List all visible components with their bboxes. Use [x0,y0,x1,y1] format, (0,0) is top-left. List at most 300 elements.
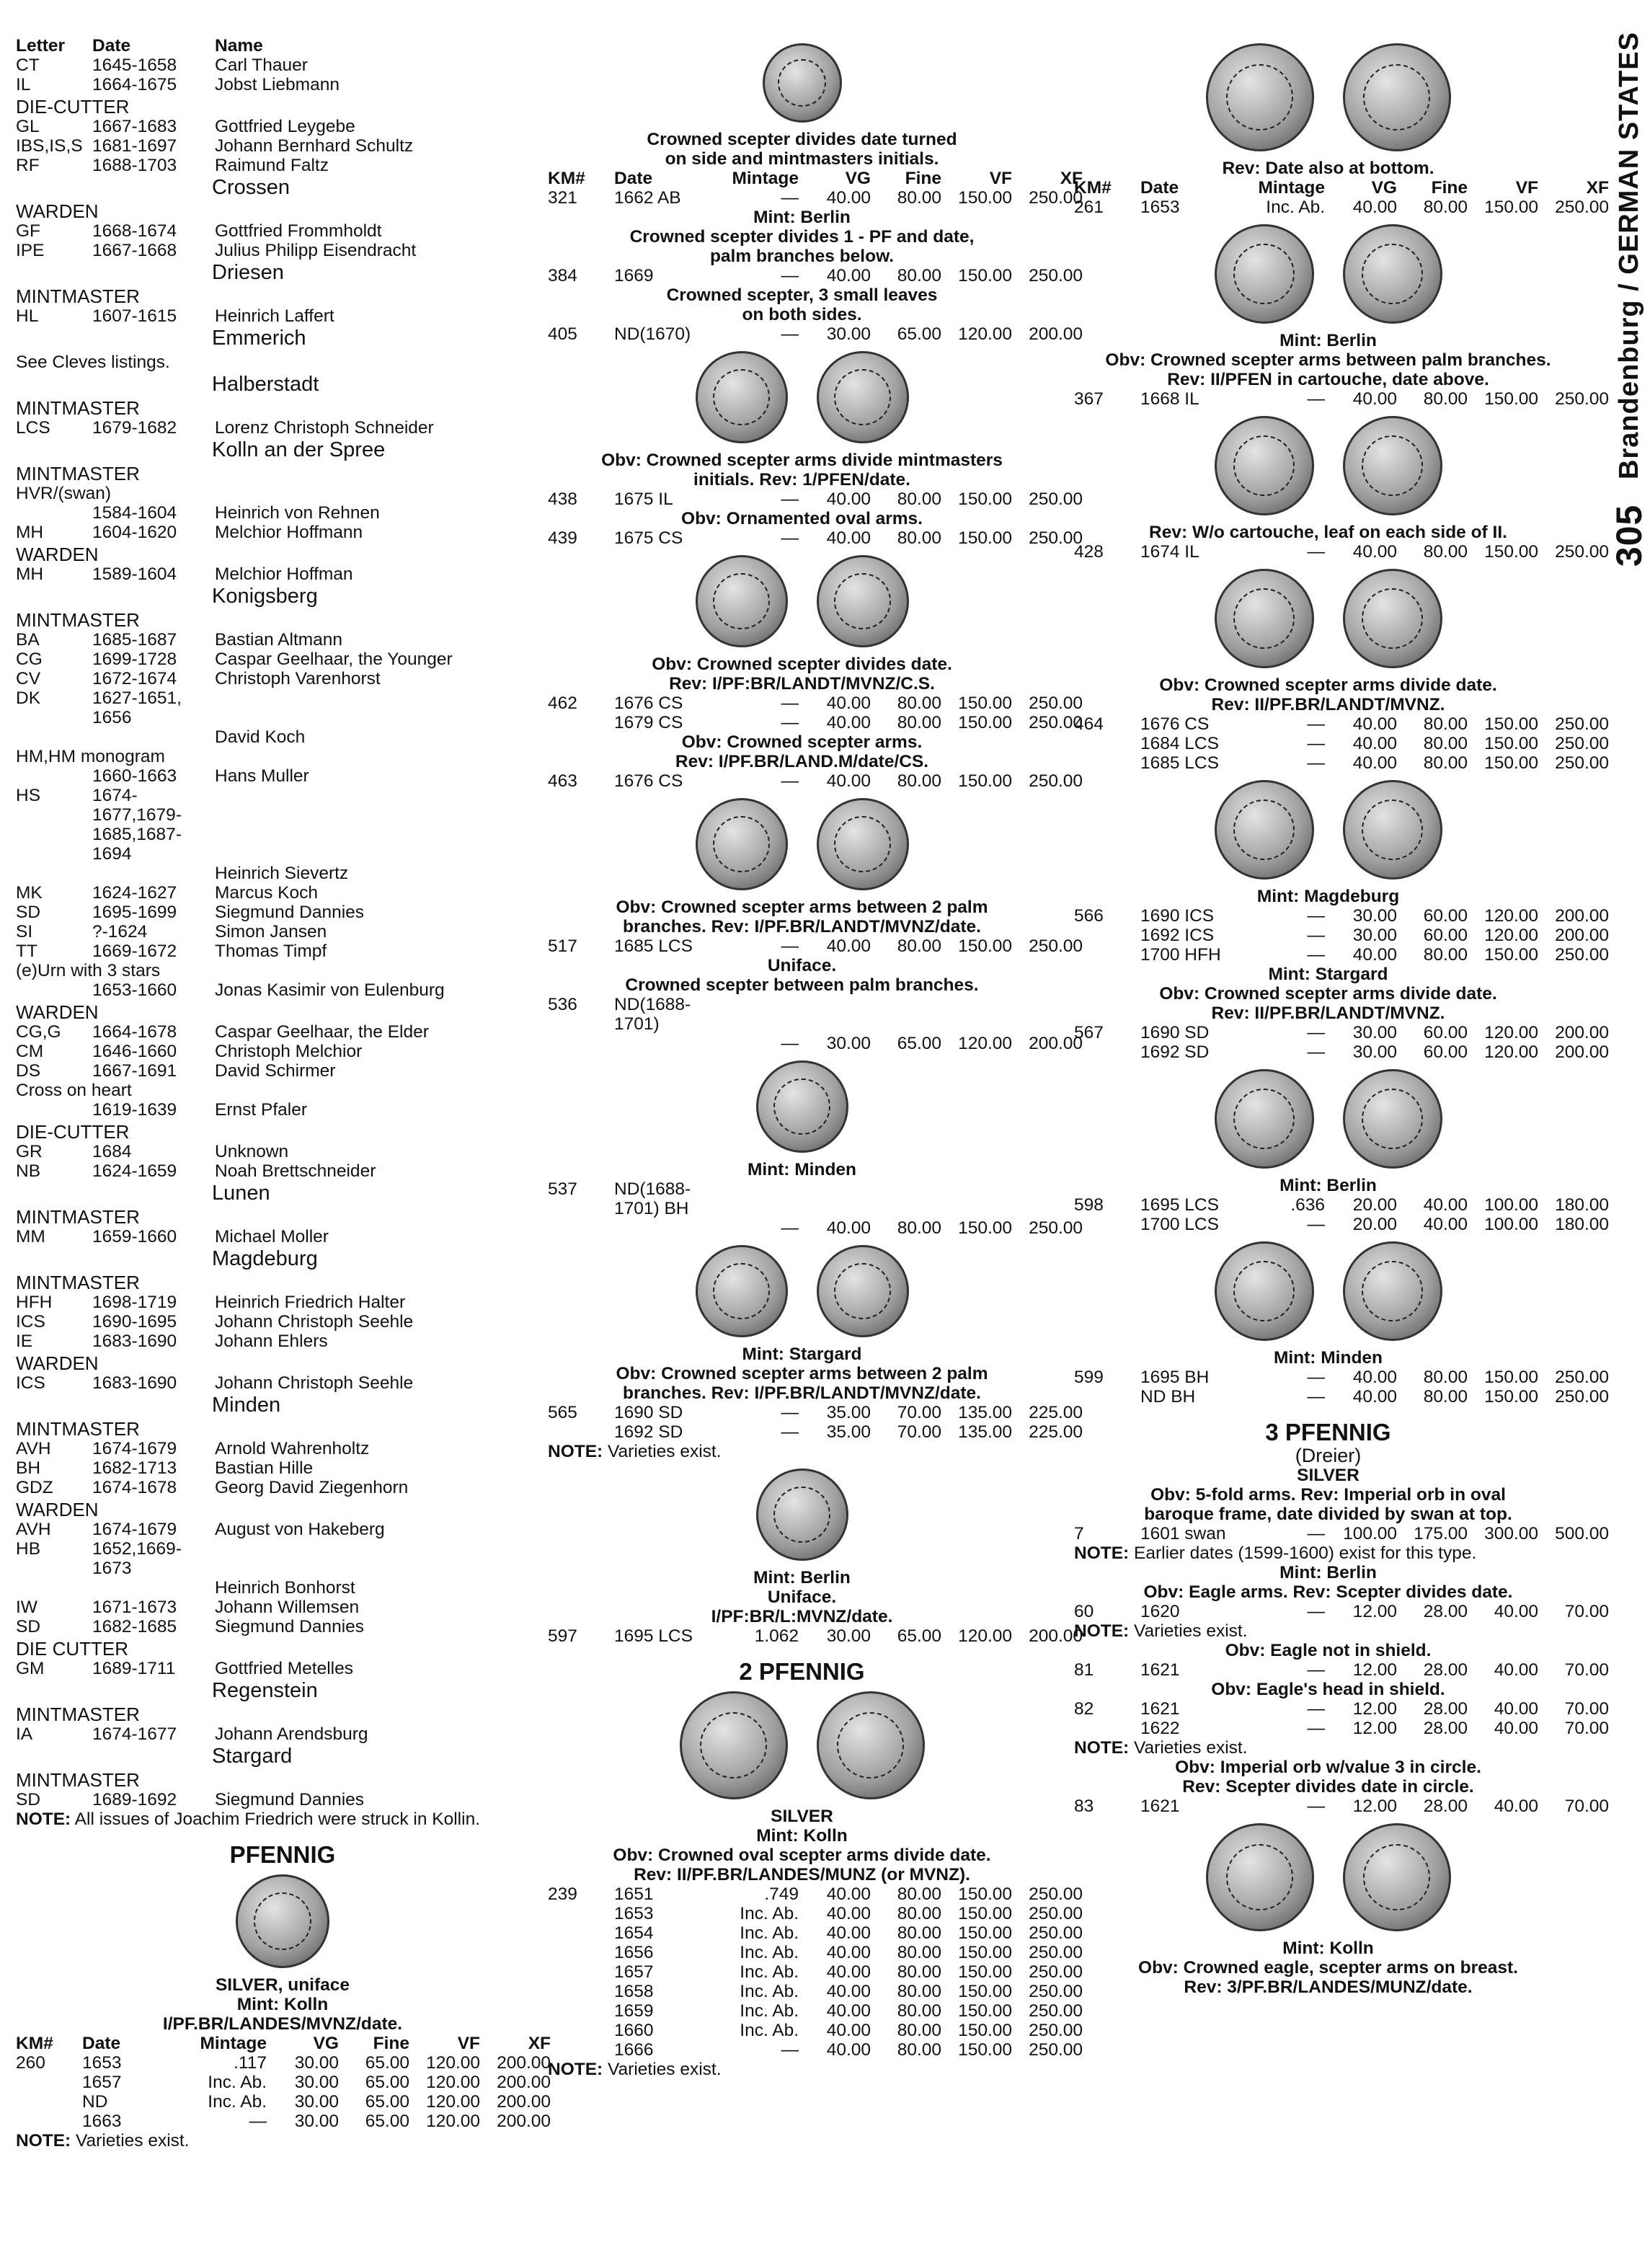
km-number: 439 [548,528,577,548]
grade-xf: 200.00 [1555,906,1609,926]
mintage: — [781,694,799,713]
km-number [548,2040,614,2060]
role-heading: MINTMASTER [16,1704,140,1725]
mintage: — [781,188,799,208]
table-row [548,1943,1083,1962]
grade-vg: 40.00 [826,1884,871,1904]
description-line: I/PF.BR/LANDES/MVNZ/date. [162,2014,403,2034]
official-row [16,136,549,156]
text-line: (e)Urn with 3 stars [16,961,161,980]
description-line: branches. Rev: I/PF.BR/LANDT/MVNZ/date. [623,1383,981,1403]
grade-vf: 150.00 [1484,198,1538,217]
type-description [16,1975,549,2034]
mintage: — [1307,906,1325,926]
mintage: Inc. Ab. [208,2092,267,2112]
official-row [16,1458,549,1478]
table-row [548,936,1083,956]
grade-vg: 100.00 [1343,1524,1397,1543]
grade-xf: 200.00 [1029,1034,1083,1053]
role-heading: MINTMASTER [16,1418,140,1440]
denomination-subtitle: (Dreier) [1295,1445,1362,1466]
grade-vf: VF [989,169,1012,188]
coin-reverse-image [817,555,909,647]
type-description [1074,1176,1582,1195]
description-line: Mint: Berlin [1279,331,1377,350]
description-line: Rev: 3/PF.BR/LANDES/MUNZ/date. [1184,1977,1473,1997]
km-number [548,1962,614,1982]
note [1074,1621,1582,1641]
grade-fine: 80.00 [897,2040,941,2060]
grade-fine: 80.00 [897,2001,941,2021]
official-row [16,1022,549,1042]
official-letter: HL [16,306,39,326]
km-number [1074,734,1140,753]
km-number: 428 [1074,542,1104,562]
note-text: Varieties exist. [71,2131,190,2150]
grade-vg: 20.00 [1352,1195,1397,1215]
grade-xf: 250.00 [1555,198,1609,217]
coin-reverse-image [1343,1069,1442,1169]
official-letter: GDZ [16,1478,53,1497]
mintage: — [1307,1719,1325,1738]
official-row [16,942,549,961]
grade-fine: 80.00 [1423,945,1468,965]
grade-fine: 80.00 [897,1218,941,1238]
date: 1669 [614,266,654,285]
grade-xf: 70.00 [1564,1719,1609,1738]
grade-vg: 35.00 [826,1403,871,1422]
coin-obverse-image [756,1469,848,1561]
official-row [16,418,549,438]
official-name: Bastian Hille [215,1458,314,1478]
km-number: 60 [1074,1602,1094,1621]
grade-vf: 300.00 [1484,1524,1538,1543]
date: 1692 SD [1140,1042,1210,1062]
coin-reverse-image [1343,780,1442,880]
description-line: Mint: Berlin [753,208,851,227]
grade-xf: 225.00 [1029,1422,1083,1442]
official-name: Thomas Timpf [215,942,327,961]
grade-vf: 40.00 [1494,1699,1538,1719]
official-row [16,156,549,175]
km-number: 81 [1074,1660,1094,1680]
grade-vf: 120.00 [426,2073,480,2092]
table-row [1074,1195,1609,1215]
date: ND BH [1140,1387,1196,1407]
table-row [1074,1524,1609,1543]
grade-fine: 80.00 [1423,1387,1468,1407]
official-row [16,503,549,523]
official-row [16,630,549,650]
km-number [548,2021,614,2040]
official-date: 1674-1679 [92,1439,177,1458]
official-date: 1689-1692 [92,1790,177,1809]
table-row [1074,734,1609,753]
role-heading: WARDEN [16,200,99,222]
official-date: 1653-1660 [92,980,177,1000]
type-description [548,509,1056,528]
grade-vf: 120.00 [1484,926,1538,945]
date: 1685 LCS [614,936,693,956]
table-header [1074,178,1609,198]
official-letter: AVH [16,1439,51,1458]
mintage: — [1307,1023,1325,1042]
coin-obverse-image [1215,416,1314,515]
grade-xf: XF [528,2034,551,2053]
official-name: Hans Muller [215,766,309,786]
description-line: Obv: Crowned scepter arms. [681,732,923,752]
official-name: Siegmund Dannies [215,903,365,922]
grade-fine: 80.00 [1423,389,1468,409]
km-number [548,1422,614,1442]
table-row [548,266,1083,285]
coin-images [548,351,1056,443]
coin-reverse-image [1343,1823,1451,1931]
grade-fine: 28.00 [1423,1719,1468,1738]
official-date: 1664-1675 [92,75,177,94]
grade-xf: 250.00 [1029,188,1083,208]
official-letter: HFH [16,1293,53,1312]
description-line: Uniface. [767,956,837,975]
date: 1653 [1140,198,1180,217]
official-letter: MH [16,523,44,542]
official-date: 1659-1660 [92,1227,177,1246]
letter-header: Letter [16,36,66,56]
role-heading: WARDEN [16,1001,99,1023]
role-heading: MINTMASTER [16,285,140,307]
description-line: Mint: Berlin [753,1568,851,1587]
grade-fine: 80.00 [897,2021,941,2040]
mint-city-heading: Emmerich [212,327,306,350]
grade-xf: 250.00 [1029,1884,1083,1904]
date [614,1218,719,1238]
official-date: 1668-1674 [92,221,177,241]
official-date: 1607-1615 [92,306,177,326]
coin-images [548,1245,1056,1337]
km-number: 566 [1074,906,1104,926]
official-row [16,1293,549,1312]
official-date: 1699-1728 [92,650,177,669]
official-name: Julius Philipp Eisendracht [215,241,417,260]
grade-xf: 200.00 [1555,926,1609,945]
official-row [16,1439,549,1458]
description-line: SILVER [1297,1466,1360,1485]
date: 1690 ICS [1140,906,1215,926]
note-text: Varieties exist. [1129,1621,1248,1641]
km-number [16,2073,82,2092]
grade-vg: 40.00 [1352,198,1397,217]
grade-vg: 12.00 [1352,1660,1397,1680]
type-description [1074,1641,1582,1660]
official-row [16,1724,549,1744]
coin-obverse-image [696,351,788,443]
official-name: Siegmund Dannies [215,1617,365,1636]
coin-images [1074,1823,1582,1931]
grade-vf: 120.00 [426,2112,480,2131]
mintage: — [1307,734,1325,753]
grade-fine: 80.00 [897,1923,941,1943]
official-letter: GM [16,1659,45,1678]
coin-images [1074,224,1582,324]
official-name: Arnold Wahrenholtz [215,1439,370,1458]
grade-xf: 250.00 [1555,389,1609,409]
coin-obverse-image [756,1060,848,1153]
date: 1621 [1140,1797,1180,1816]
grade-xf: 250.00 [1029,1923,1083,1943]
banner-text [1609,32,1649,567]
mintage: — [1307,1524,1325,1543]
mint-city-heading: Lunen [212,1182,270,1205]
note [1074,1738,1582,1758]
coin-obverse-image [696,798,788,890]
coin-images [548,555,1056,647]
km-number: 537 [548,1179,577,1199]
coin-images [548,1060,1056,1153]
official-letter: NB [16,1161,41,1181]
date: 1692 SD [614,1422,683,1442]
official-date: 1664-1678 [92,1022,177,1042]
official-date: 1667-1691 [92,1061,177,1081]
table-row [16,2092,549,2112]
official-row [16,1142,549,1161]
km-number: 261 [1074,198,1104,217]
official-row [16,241,549,260]
grade-xf: 250.00 [1555,714,1609,734]
mintage: — [1307,714,1325,734]
type-description [548,732,1056,771]
grade-fine [871,995,941,1034]
official-row [16,1061,549,1081]
role-heading: MINTMASTER [16,609,140,631]
table-row [548,1179,1056,1218]
grade-vf: 40.00 [1494,1797,1538,1816]
table-row [16,2053,549,2073]
role-heading: DIE-CUTTER [16,1121,130,1143]
date: 1676 CS [614,694,683,713]
km-number: 367 [1074,389,1104,409]
grade-fine: Fine [905,169,941,188]
table-row [548,771,1083,791]
mint-city-heading: Driesen [212,261,284,284]
official-date: 1660-1663 [92,766,177,786]
table-row [548,1884,1083,1904]
table-row [548,188,1083,208]
coin-obverse-image [763,43,842,123]
mintage: Inc. Ab. [740,1962,799,1982]
km-number: 405 [548,324,577,344]
coin-reverse-image [1343,224,1442,324]
mintage: Inc. Ab. [1266,198,1325,217]
type-description [548,1807,1056,1884]
official-name [215,688,549,727]
grade-vf: 150.00 [958,936,1012,956]
official-row [16,1332,549,1351]
grade-xf: 250.00 [1029,771,1083,791]
coin-images [548,1691,1056,1799]
coin-images [1074,416,1582,515]
date: 1674 IL [1140,542,1199,562]
description-line: Crowned scepter between palm branches. [625,975,979,995]
date: Date [82,2034,121,2053]
official-name: Heinrich Sievertz [215,864,349,883]
grade-xf [1012,995,1083,1034]
official-name: Bastian Altmann [215,630,343,650]
grade-vg: 30.00 [294,2092,339,2112]
grade-fine: 80.00 [897,1962,941,1982]
type-description [1074,1758,1582,1797]
grade-xf: 200.00 [1555,1023,1609,1042]
km-number [1074,945,1140,965]
mintage: Inc. Ab. [740,1923,799,1943]
grade-vg: 30.00 [1352,1042,1397,1062]
official-letter: AVH [16,1520,51,1539]
grade-xf: XF [1060,169,1083,188]
table-row [548,995,1056,1034]
mint-city-heading: Stargard [212,1745,293,1768]
mint-city-heading: Magdeburg [212,1247,318,1270]
official-letter: CT [16,56,40,75]
official-letter: LCS [16,418,50,438]
type-description [1074,675,1582,714]
grade-vf: 150.00 [1484,1387,1538,1407]
official-name: Siegmund Dannies [215,1790,365,1809]
mintage: — [781,713,799,732]
note-text: Varieties exist. [603,2060,722,2079]
grade-vf: 150.00 [958,1962,1012,1982]
table-row [1074,1023,1609,1042]
grade-xf: 200.00 [1029,324,1083,344]
official-letter: DK [16,688,41,708]
type-description [548,1568,1056,1626]
official-name: Heinrich Friedrich Halter [215,1293,406,1312]
coin-obverse-image [1206,43,1314,151]
coin-obverse-image [1215,1069,1314,1169]
grade-vg: 40.00 [1352,714,1397,734]
mintage: Inc. Ab. [740,2021,799,2040]
grade-fine: 80.00 [1423,542,1468,562]
mintage: — [781,1422,799,1442]
grade-fine: 28.00 [1423,1602,1468,1621]
grade-xf [1012,1179,1083,1218]
type-description [1074,1939,1582,1997]
date: ND(1688-1701) BH [614,1179,691,1218]
date: 1621 [1140,1699,1180,1719]
mint-city-heading: Konigsberg [212,585,318,608]
grade-fine: 80.00 [897,694,941,713]
grade-vf: 40.00 [1494,1660,1538,1680]
grade-xf: 70.00 [1564,1602,1609,1621]
grade-fine: 60.00 [1423,906,1468,926]
official-name: Gottfried Frommholdt [215,221,382,241]
mintage: — [781,266,799,285]
official-row [16,766,549,786]
mintage: — [781,1034,799,1053]
grade-vf: 150.00 [1484,389,1538,409]
mintage: .749 [764,1884,799,1904]
official-row [16,1227,549,1246]
note-label: NOTE: [1074,1738,1130,1758]
date: 1692 ICS [1140,926,1215,945]
table-row [1074,389,1609,409]
mintage: — [781,1403,799,1422]
grade-fine: 80.00 [897,1982,941,2001]
grade-fine: 80.00 [897,188,941,208]
official-letter: CM [16,1042,44,1061]
date: 1675 CS [614,528,683,548]
grade-fine: 80.00 [897,1904,941,1923]
mintage: — [1307,1387,1325,1407]
coin-images [548,1469,1056,1561]
km-number [16,2112,82,2131]
official-name: Carl Thauer [215,56,308,75]
description-line: Obv: Crowned scepter divides date. [652,655,952,674]
official-name: Caspar Geelhaar, the Younger [215,650,453,669]
mintage: — [1307,1215,1325,1234]
official-letter: GL [16,117,40,136]
official-name: Johann Bernhard Schultz [215,136,414,156]
official-letter: IPE [16,241,45,260]
official-row [16,688,549,727]
type-description [548,655,1056,694]
grade-vf: 120.00 [958,1626,1012,1646]
coin-images [548,43,1056,123]
coin-obverse-image [696,1245,788,1337]
date: 1658 [614,1982,654,2001]
official-row [16,1100,549,1120]
km-number [1074,926,1140,945]
km-number [1074,1387,1140,1407]
official-name: Georg David Ziegenhorn [215,1478,409,1497]
official-row [16,523,549,542]
grade-fine: 80.00 [897,771,941,791]
grade-vg: 40.00 [826,1904,871,1923]
km-number: 260 [16,2053,45,2073]
coin-reverse-image [1343,416,1442,515]
grade-vg: 30.00 [1352,926,1397,945]
official-name: Christoph Melchior [215,1042,363,1061]
column-mint-officials [16,36,549,2150]
description-line: branches. Rev: I/PF.BR/LANDT/MVNZ/date. [623,917,981,936]
grade-vf: 150.00 [958,1904,1012,1923]
grade-vg: 40.00 [826,713,871,732]
grade-vf: 40.00 [1494,1719,1538,1738]
grade-xf: 250.00 [1029,2021,1083,2040]
official-name: Marcus Koch [215,883,318,903]
type-description [548,956,1056,995]
grade-fine: 60.00 [1423,1042,1468,1062]
grade-vg: 12.00 [1352,1699,1397,1719]
grade-vg: 30.00 [826,324,871,344]
official-date: 1695-1699 [92,903,177,922]
role-heading: MINTMASTER [16,397,140,419]
grade-fine: 28.00 [1423,1797,1468,1816]
official-name: Christoph Varenhorst [215,669,381,688]
description-line: Mint: Kolln [236,1995,329,2014]
table-row [548,2021,1083,2040]
table-row [548,324,1083,344]
description-line: Rev: I/PF.BR/LAND.M/date/CS. [675,752,929,771]
date: 1654 [614,1923,654,1943]
description-line: Obv: Eagle not in shield. [1225,1641,1432,1660]
grade-fine: 80.00 [897,266,941,285]
text-line: See Cleves listings. [16,353,170,372]
description-line: initials. Rev: 1/PFEN/date. [693,470,910,490]
grade-vf: 150.00 [958,188,1012,208]
grade-vf: 120.00 [426,2053,480,2073]
km-number [1074,1042,1140,1062]
description-line: on both sides. [742,305,862,324]
mintage: — [1307,1368,1325,1387]
